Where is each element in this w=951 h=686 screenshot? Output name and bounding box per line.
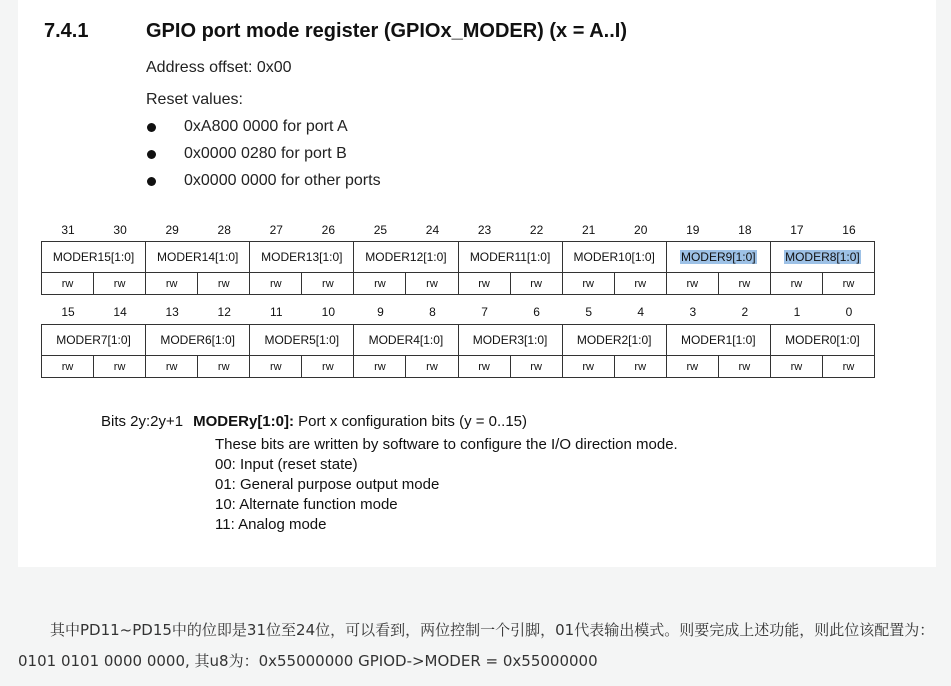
access-cell: rw (718, 356, 770, 378)
upper-access-row (42, 273, 875, 295)
access-cell: rw (354, 356, 406, 378)
register-field (354, 242, 458, 273)
register-field (770, 325, 874, 356)
bit-number: 5 (585, 305, 592, 319)
explanation-paragraph: 其中PD11~PD15中的位即是31位至24位，可以看到，两位控制一个引脚，01代表输出模式。则要完成上述功能，则此位该配置为：0101 0101 0000 0000, 其u8为：0x55000000 GPIOD->MODER = 0x55000000 (18, 621, 935, 670)
register-lower-table (41, 324, 875, 378)
upper-fields-row (42, 242, 875, 273)
field-label: MODER5[1:0] (264, 333, 340, 347)
bit-number: 30 (113, 223, 127, 237)
bit-number: 9 (377, 305, 384, 319)
reset-value-item: 0x0000 0280 for port B (146, 145, 381, 172)
access-cell: rw (250, 273, 302, 295)
field-label: MODER0[1:0] (785, 333, 860, 347)
bit-number: 29 (165, 223, 179, 237)
lower-bit-numbers (42, 305, 875, 319)
bit-number: 0 (845, 305, 853, 319)
reset-value-item: 0x0000 0000 for other ports (146, 172, 381, 199)
access-cell: rw (770, 273, 822, 295)
register-field (354, 325, 458, 356)
access-cell: rw (146, 356, 198, 378)
access-cell: rw (666, 356, 718, 378)
field-label: MODER2[1:0] (576, 333, 652, 347)
field-label: MODER9[1:0] (680, 250, 756, 264)
access-cell: rw (822, 356, 874, 378)
description-line: 10: Alternate function mode (215, 496, 398, 513)
bit-number: 22 (529, 223, 544, 237)
field-label: MODER15[1:0] (52, 250, 135, 264)
datasheet-excerpt (18, 0, 936, 567)
bit-number: 4 (637, 305, 645, 319)
upper-bit-numbers (42, 223, 875, 237)
bit-number: 12 (217, 305, 231, 319)
bit-number: 7 (481, 305, 488, 319)
access-cell: rw (302, 273, 354, 295)
reset-value-item: 0xA800 0000 for port A (146, 118, 381, 145)
bit-number: 14 (113, 305, 127, 319)
access-cell: rw (510, 356, 562, 378)
bit-number: 16 (842, 223, 856, 237)
bit-number: 24 (425, 223, 440, 237)
field-label: MODER14[1:0] (157, 250, 239, 264)
lower-fields-row (42, 325, 875, 356)
access-cell: rw (666, 273, 718, 295)
access-cell: rw (94, 273, 146, 295)
register-field (42, 242, 146, 273)
bit-number: 11 (270, 305, 283, 319)
bit-number: 25 (373, 223, 388, 237)
bit-number: 15 (61, 305, 75, 319)
register-field (770, 242, 874, 273)
description-line: 00: Input (reset state) (215, 456, 358, 473)
bit-number: 8 (429, 305, 436, 319)
bit-number: 10 (321, 305, 336, 319)
bit-number: 26 (321, 223, 336, 237)
field-summary: Port x configuration bits (y = 0..15) (298, 413, 528, 430)
lower-access-row (42, 356, 875, 378)
bullet-icon (147, 177, 156, 186)
access-cell: rw (94, 356, 146, 378)
bit-number: 17 (790, 223, 804, 237)
reset-values-list (146, 118, 381, 199)
bit-number: 3 (689, 305, 697, 319)
bit-number: 19 (686, 223, 700, 237)
section-title: GPIO port mode register (GPIOx_MODER) (x = A..I) (146, 20, 628, 42)
bit-number: 28 (217, 223, 231, 237)
access-cell: rw (614, 273, 666, 295)
bit-number: 20 (634, 223, 648, 237)
field-label: MODER10[1:0] (573, 250, 655, 264)
access-cell: rw (146, 273, 198, 295)
access-cell: rw (562, 356, 614, 378)
access-cell: rw (510, 273, 562, 295)
access-cell: rw (198, 356, 250, 378)
description-line: These bits are written by software to configure the I/O direction mode. (215, 436, 678, 453)
bullet-icon (147, 150, 156, 159)
field-name: MODERy[1:0]: (193, 413, 294, 430)
access-cell: rw (614, 356, 666, 378)
bit-number: 27 (269, 223, 283, 237)
register-field (250, 242, 354, 273)
bit-number: 18 (738, 223, 752, 237)
register-field (562, 325, 666, 356)
bit-number: 6 (533, 305, 540, 319)
register-field (250, 325, 354, 356)
register-field (562, 242, 666, 273)
field-label: MODER11[1:0] (469, 250, 551, 264)
access-cell: rw (198, 273, 250, 295)
bit-number: 23 (477, 223, 492, 237)
access-cell: rw (250, 356, 302, 378)
bit-number: 13 (165, 305, 179, 319)
bit-number: 21 (581, 223, 596, 237)
access-cell: rw (822, 273, 874, 295)
description-line: 11: Analog mode (215, 516, 327, 533)
access-cell: rw (406, 356, 458, 378)
bits-description (101, 413, 527, 430)
bit-number: 2 (741, 305, 749, 319)
access-cell: rw (42, 356, 94, 378)
field-label: MODER1[1:0] (680, 333, 756, 347)
field-label: MODER3[1:0] (472, 333, 548, 347)
bits-range: Bits 2y:2y+1 (101, 413, 184, 430)
register-field (666, 325, 770, 356)
field-label: MODER12[1:0] (365, 250, 447, 264)
access-cell: rw (406, 273, 458, 295)
bit-number: 31 (61, 223, 75, 237)
register-upper-table (41, 241, 875, 295)
register-field (146, 242, 250, 273)
register-field (42, 325, 146, 356)
reset-values-label: Reset values: (146, 91, 243, 108)
address-offset: Address offset: 0x00 (146, 59, 292, 76)
register-field (666, 242, 770, 273)
access-cell: rw (770, 356, 822, 378)
register-field (458, 325, 562, 356)
field-label: MODER7[1:0] (56, 333, 131, 347)
field-label: MODER13[1:0] (261, 250, 343, 264)
register-field (146, 325, 250, 356)
section-number: 7.4.1 (44, 20, 89, 42)
field-label: MODER6[1:0] (160, 333, 236, 347)
register-field (458, 242, 562, 273)
field-label: MODER4[1:0] (368, 333, 444, 347)
description-line: 01: General purpose output mode (215, 476, 440, 493)
access-cell: rw (562, 273, 614, 295)
access-cell: rw (42, 273, 94, 295)
access-cell: rw (458, 273, 510, 295)
access-cell: rw (718, 273, 770, 295)
access-cell: rw (354, 273, 406, 295)
bit-number: 1 (793, 305, 801, 319)
access-cell: rw (302, 356, 354, 378)
field-label: MODER8[1:0] (785, 250, 860, 264)
access-cell: rw (458, 356, 510, 378)
description-lines (215, 436, 678, 536)
bullet-icon (147, 123, 156, 132)
